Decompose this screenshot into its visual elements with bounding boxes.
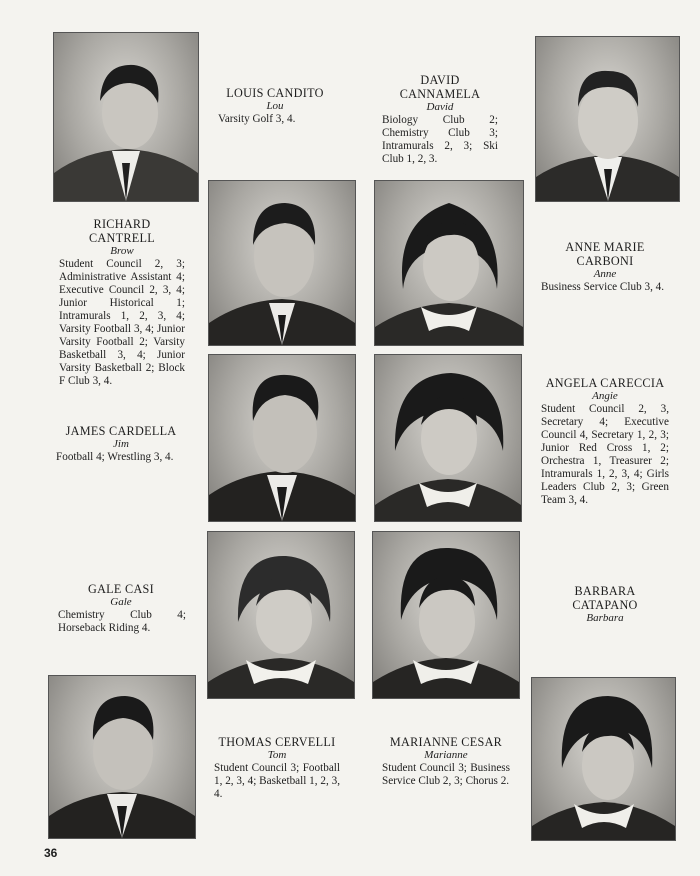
student-name: ANNE MARIE CARBONI — [565, 240, 645, 268]
student-activities: Student Council 3; Football 1, 2, 3, 4; Basketball 1, 2, 3, 4. — [214, 762, 340, 800]
photo-cesar — [531, 677, 676, 841]
portrait-icon — [536, 37, 679, 201]
student-nickname: Barbara — [586, 612, 624, 624]
student-activities: Chemistry Club 4; Horseback Riding 4. — [58, 609, 186, 634]
portrait-icon — [208, 532, 354, 698]
caption-catapano — [547, 584, 663, 625]
student-name: THOMAS CERVELLI — [218, 735, 336, 749]
student-nickname: Angie — [592, 390, 618, 402]
student-activities: Business Service Club 3, 4. — [541, 281, 665, 293]
photo-catapano — [372, 531, 520, 699]
photo-cervelli — [48, 675, 196, 839]
student-nickname: Brow — [110, 245, 134, 257]
student-nickname: Lou — [266, 100, 284, 112]
photo-cannamela — [535, 36, 680, 202]
student-name: MARIANNE CESAR — [389, 735, 503, 749]
photo-candito — [53, 32, 199, 202]
student-name: LOUIS CANDITO — [226, 86, 324, 100]
portrait-icon — [209, 355, 355, 521]
portrait-icon — [375, 355, 521, 521]
student-name: GALE CASI — [87, 582, 154, 596]
student-nickname: David — [426, 101, 454, 113]
portrait-icon — [54, 33, 198, 201]
caption-careccia — [541, 376, 669, 507]
student-nickname: Marianne — [424, 749, 468, 761]
student-activities: Student Council 3; Business Service Club 2, 3; Chorus 2. — [382, 762, 510, 787]
photo-casi — [207, 531, 355, 699]
student-activities: Varsity Golf 3, 4. — [218, 113, 296, 125]
caption-carboni — [541, 240, 669, 294]
student-nickname: Gale — [110, 596, 132, 608]
photo-careccia — [374, 354, 522, 522]
student-name: BARBARA CATAPANO — [572, 584, 638, 612]
student-nickname: Tom — [267, 749, 287, 761]
student-activities: Football 4; Wrestling 3, 4. — [56, 451, 174, 463]
caption-casi — [56, 582, 186, 635]
caption-cannamela — [382, 73, 498, 166]
portrait-icon — [209, 181, 355, 345]
student-activities: Biology Club 2; Chemistry Club 3; Intramurals 2, 3; Ski Club 1, 2, 3. — [382, 114, 498, 165]
caption-cantrell — [59, 217, 185, 388]
student-name: JAMES CARDELLA — [65, 424, 177, 438]
caption-candito — [216, 86, 334, 126]
student-activities: Student Council 2, 3; Administrative Assistant 4; Executive Council 2, 3, 4; Junior Historical 1; Intramurals 1, 2, 3, 4; Varsity Football 3, 4; Junior Varsity Football 2; Varsity Basketball 3, 4; Junior Varsity Basketball 2; Block F Club 3, 4. — [59, 258, 185, 387]
caption-cardella — [56, 424, 186, 464]
portrait-icon — [375, 181, 523, 345]
student-name: DAVID CANNAMELA — [399, 73, 481, 101]
portrait-icon — [373, 532, 519, 698]
caption-cesar — [382, 735, 510, 788]
portrait-icon — [532, 678, 675, 840]
caption-cervelli — [214, 735, 340, 801]
student-nickname: Jim — [113, 438, 129, 450]
photo-cantrell — [208, 180, 356, 346]
student-nickname: Anne — [593, 268, 617, 280]
student-name: ANGELA CARECCIA — [545, 376, 665, 390]
page-number: 36 — [44, 846, 58, 860]
student-name: RICHARD CANTRELL — [88, 217, 156, 245]
photo-carboni — [374, 180, 524, 346]
photo-cardella — [208, 354, 356, 522]
portrait-icon — [49, 676, 195, 838]
student-activities: Student Council 2, 3, Secretary 4; Executive Council 4, Secretary 1, 2, 3; Junior Red Cross 1, 2; Orchestra 1, Treasurer 2; Intramurals 1, 2, 3, 4; Girls Leaders Club 2, 3; Green Team 3, 4. — [541, 403, 669, 506]
